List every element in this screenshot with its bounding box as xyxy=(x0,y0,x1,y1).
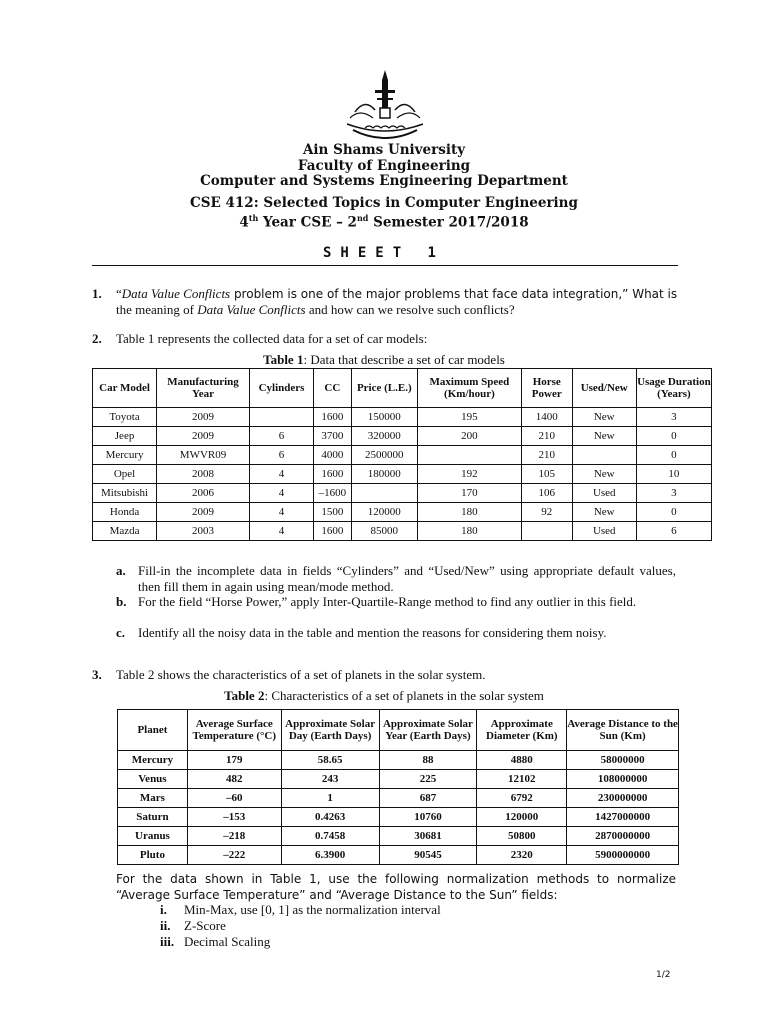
table-cell: 0 xyxy=(636,503,711,522)
table-cell: 4 xyxy=(249,465,313,484)
table-cell: 180 xyxy=(417,503,521,522)
table-cell: Pluto xyxy=(118,846,188,865)
table-cell: 92 xyxy=(521,503,572,522)
col-header: Car Model xyxy=(93,369,157,408)
table-cell: 210 xyxy=(521,427,572,446)
page-number: 1/2 xyxy=(656,970,671,980)
table-cell: 6 xyxy=(636,522,711,541)
table-cell: 0.7458 xyxy=(281,827,379,846)
table-cell: New xyxy=(572,408,636,427)
table-cell: 2009 xyxy=(157,427,250,446)
department-name: Computer and Systems Engineering Department xyxy=(200,173,568,189)
table-cell: 0 xyxy=(636,446,711,465)
car-models-table xyxy=(92,368,712,541)
table-cell: Saturn xyxy=(118,808,188,827)
col-header: Maximum Speed (Km/hour) xyxy=(417,369,521,408)
table-row xyxy=(93,408,712,427)
table-cell: 2009 xyxy=(157,408,250,427)
table-cell: 195 xyxy=(417,408,521,427)
table-cell: 2003 xyxy=(157,522,250,541)
table-cell: 192 xyxy=(417,465,521,484)
table-cell: 150000 xyxy=(351,408,417,427)
table-cell: 2006 xyxy=(157,484,250,503)
col-header: Cylinders xyxy=(249,369,313,408)
table-cell: 687 xyxy=(379,789,477,808)
normalization-item: ii. Z-Score xyxy=(160,918,226,933)
table-cell: 1600 xyxy=(314,522,352,541)
table-1-caption: Table 1: Data that describe a set of car models xyxy=(263,352,505,367)
table-row xyxy=(118,770,679,789)
course-block xyxy=(0,196,768,231)
table-cell: Opel xyxy=(93,465,157,484)
planets-table-body xyxy=(118,751,679,865)
table-cell: 3 xyxy=(636,408,711,427)
table-cell: 0.4263 xyxy=(281,808,379,827)
table-row xyxy=(93,503,712,522)
table-cell xyxy=(417,446,521,465)
table-cell: Honda xyxy=(93,503,157,522)
table-row xyxy=(118,789,679,808)
question-3: 3. Table 2 shows the characteristics of a set of planets in the solar system. xyxy=(92,667,486,682)
table-cell: 1427000000 xyxy=(567,808,679,827)
table-cell: 2870000000 xyxy=(567,827,679,846)
university-logo-icon xyxy=(335,68,435,146)
table-cell: 180000 xyxy=(351,465,417,484)
col-header: Manufacturing Year xyxy=(157,369,250,408)
table-cell: 108000000 xyxy=(567,770,679,789)
table-cell: –1600 xyxy=(314,484,352,503)
table-cell: 2500000 xyxy=(351,446,417,465)
table-cell: New xyxy=(572,427,636,446)
table-cell: 85000 xyxy=(351,522,417,541)
table-cell: 0 xyxy=(636,427,711,446)
table-2-caption: Table 2: Characteristics of a set of planets in the solar system xyxy=(224,688,544,703)
table-cell: 10760 xyxy=(379,808,477,827)
table-cell: New xyxy=(572,465,636,484)
col-header: Average Surface Temperature (°C) xyxy=(187,710,281,751)
table-cell: 120000 xyxy=(351,503,417,522)
table-cell: Used xyxy=(572,522,636,541)
table-cell: 90545 xyxy=(379,846,477,865)
table-cell: 58000000 xyxy=(567,751,679,770)
table-cell: 105 xyxy=(521,465,572,484)
table-row xyxy=(93,522,712,541)
planets-table xyxy=(117,709,679,865)
col-header: Usage Duration (Years) xyxy=(636,369,711,408)
table-header-row xyxy=(118,710,679,751)
table-cell: Used xyxy=(572,484,636,503)
col-header: Approximate Solar Year (Earth Days) xyxy=(379,710,477,751)
col-header: Horse Power xyxy=(521,369,572,408)
table-cell: Jeep xyxy=(93,427,157,446)
table-header-row xyxy=(93,369,712,408)
table-cell: 12102 xyxy=(477,770,567,789)
table-cell: 180 xyxy=(417,522,521,541)
table-cell: Toyota xyxy=(93,408,157,427)
normalization-item: iii. Decimal Scaling xyxy=(160,934,271,949)
table-cell: 10 xyxy=(636,465,711,484)
col-header: CC xyxy=(314,369,352,408)
table-cell: 6792 xyxy=(477,789,567,808)
table-cell: 50800 xyxy=(477,827,567,846)
table-row xyxy=(93,484,712,503)
table-cell: –222 xyxy=(187,846,281,865)
table-cell: Mars xyxy=(118,789,188,808)
question-3-instructions: For the data shown in Table 1, use the following normalization methods to normalize “Average Surface Temperature” and “Average Distance to the Sun” fields: xyxy=(116,872,676,902)
table-cell: 170 xyxy=(417,484,521,503)
table-cell xyxy=(351,484,417,503)
table-cell: 2009 xyxy=(157,503,250,522)
table-row xyxy=(93,427,712,446)
table-row xyxy=(93,446,712,465)
table-cell: 225 xyxy=(379,770,477,789)
header-block xyxy=(0,143,768,190)
table-cell: MWVR09 xyxy=(157,446,250,465)
table-cell: 482 xyxy=(187,770,281,789)
col-header: Price (L.E.) xyxy=(351,369,417,408)
table-cell: –218 xyxy=(187,827,281,846)
table-cell: –153 xyxy=(187,808,281,827)
table-cell: 6 xyxy=(249,446,313,465)
table-cell: 4000 xyxy=(314,446,352,465)
table-cell: 4 xyxy=(249,484,313,503)
table-cell: 58.65 xyxy=(281,751,379,770)
course-title: CSE 412: Selected Topics in Computer Engineering xyxy=(190,195,578,211)
table-cell: Venus xyxy=(118,770,188,789)
table-cell xyxy=(249,408,313,427)
table-row xyxy=(118,846,679,865)
table-cell: 1 xyxy=(281,789,379,808)
col-header: Average Distance to the Sun (Km) xyxy=(567,710,679,751)
table-cell: Mazda xyxy=(93,522,157,541)
table-cell: 3 xyxy=(636,484,711,503)
table-cell: 2320 xyxy=(477,846,567,865)
year-semester: 4th Year CSE – 2nd Semester 2017/2018 xyxy=(239,213,529,231)
university-name: Ain Shams University xyxy=(302,142,466,158)
table-cell: 230000000 xyxy=(567,789,679,808)
table-row xyxy=(118,808,679,827)
table-cell: 1500 xyxy=(314,503,352,522)
question-2b: b. For the field “Horse Power,” apply Inter-Quartile-Range method to find any outlier in this field. xyxy=(116,594,637,609)
table-row xyxy=(118,827,679,846)
table-cell: Mercury xyxy=(93,446,157,465)
table-cell xyxy=(572,446,636,465)
faculty-name: Faculty of Engineering xyxy=(297,157,471,174)
table-cell: 4 xyxy=(249,503,313,522)
col-header: Used/New xyxy=(572,369,636,408)
title-divider xyxy=(92,265,678,266)
table-cell: 1600 xyxy=(314,465,352,484)
table-row xyxy=(118,751,679,770)
table-cell: 1400 xyxy=(521,408,572,427)
table-cell: 320000 xyxy=(351,427,417,446)
table-cell: 200 xyxy=(417,427,521,446)
table-cell: 30681 xyxy=(379,827,477,846)
table-cell: –60 xyxy=(187,789,281,808)
question-2c: c. Identify all the noisy data in the table and mention the reasons for considering them noisy. xyxy=(116,625,607,640)
col-header: Planet xyxy=(118,710,188,751)
table-cell: 3700 xyxy=(314,427,352,446)
table-cell: 120000 xyxy=(477,808,567,827)
table-cell: 88 xyxy=(379,751,477,770)
table-cell: 243 xyxy=(281,770,379,789)
table-cell: 179 xyxy=(187,751,281,770)
table-cell: 2008 xyxy=(157,465,250,484)
question-2: 2. Table 1 represents the collected data for a set of car models: xyxy=(92,331,428,346)
sheet-title: SHEET 1 xyxy=(322,245,445,261)
car-models-table-body xyxy=(93,408,712,541)
table-cell: 6.3900 xyxy=(281,846,379,865)
table-cell: Mercury xyxy=(118,751,188,770)
table-cell: Uranus xyxy=(118,827,188,846)
normalization-item: i. Min-Max, use [0, 1] as the normalization interval xyxy=(160,902,441,917)
question-1: 1. “Data Value Conflicts problem is one of the major problems that face data integration,” What is the meaning of Data Value Conflicts and how can we resolve such conflicts? xyxy=(92,286,678,317)
col-header: Approximate Solar Day (Earth Days) xyxy=(281,710,379,751)
table-cell: Mitsubishi xyxy=(93,484,157,503)
col-header: Approximate Diameter (Km) xyxy=(477,710,567,751)
table-cell: 4880 xyxy=(477,751,567,770)
table-cell: 4 xyxy=(249,522,313,541)
table-cell: 6 xyxy=(249,427,313,446)
table-row xyxy=(93,465,712,484)
table-cell xyxy=(521,522,572,541)
question-2a: a. Fill-in the incomplete data in fields “Cylinders” and “Used/New” using appropriate default values, then fill them in again using mean/mode method. xyxy=(116,563,676,594)
table-cell: 210 xyxy=(521,446,572,465)
table-cell: 5900000000 xyxy=(567,846,679,865)
table-cell: 1600 xyxy=(314,408,352,427)
table-cell: New xyxy=(572,503,636,522)
table-cell: 106 xyxy=(521,484,572,503)
